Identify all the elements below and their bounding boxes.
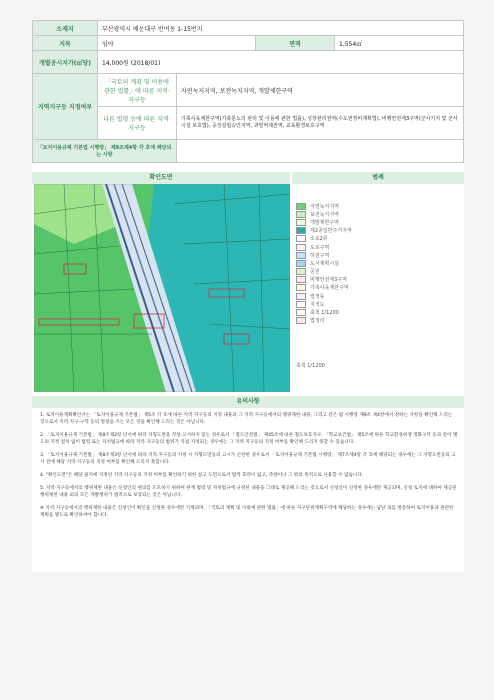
- zoning-row-1: [33, 74, 464, 107]
- legend-item: 보전녹지지역: [296, 210, 460, 218]
- category-label: 지목: [33, 36, 98, 51]
- note-paragraph: 3. 「토지이용규제 기본법」 제8조제3항 단서에 따라 지역·지구등의 지정 시 지형도면등의 고시가 곤란한 경우로서 「토지이용규제 기본법 시행령」 제7조제4항 각 호에 해당되는 경우에는 그 지형도면등의 고시 전에 해당 지역·지구등의 지정 여부를 확인해 드리지 못합니다.: [40, 453, 456, 465]
- area-value: 1,554㎡: [335, 36, 464, 51]
- legend-item: 자연녹지지역: [296, 202, 460, 210]
- legend-item: 도시계획시설: [296, 259, 460, 267]
- note-paragraph: 4. "확인도면"은 해당 필지에 지정된 지역·지구등의 지정 여부를 확인하기 위한 참고 도면으로서 법적 효력이 없고, 측량이나 그 밖의 목적으로 사용할 수 없습니다.: [40, 473, 364, 478]
- price-label: 개별공시지가(㎡당): [33, 51, 98, 74]
- legend-item: 법정리: [296, 317, 460, 325]
- legend-header: 범례: [292, 172, 464, 184]
- category-row: [33, 36, 464, 51]
- area-label: 면적: [256, 36, 335, 51]
- category-value: 임야: [98, 36, 256, 51]
- zoning-sub2-label: 다른 법령 등에 따른 지역·지구등: [98, 107, 177, 140]
- note-paragraph: 1. 토지이용계획확인서는 「토지이용규제 기본법」 제5조 각 호에 따른 지역·지구등의 지정 내용과 그 지역·지구등에서의 행위제한 내용, 그리고 같은 법 시행령 제9조 제4항에서 정하는 사항을 확인해 드리는 것으로서 지역·지구·구역 등의 명칭을 쓰는 모든 것을 확인해 드리는 것은 아닙니다.: [40, 413, 453, 425]
- legend-item: 공원: [296, 268, 460, 276]
- legend-item: 제2종일반주거지역: [296, 227, 460, 235]
- address-label: 소재지: [33, 21, 98, 36]
- zoning-sub2-value: 가축사육제한구역(가축분뇨의 관리 및 이용에 관한 법률), 성장관리권역(수도권정비계획법), 비행안전제3구역(군사기지 및 군사시설 보호법), 공장설립승인지역, 과밀억제권역, 교육환경보호구역: [177, 107, 464, 140]
- confirmation-map: [34, 184, 290, 392]
- note-paragraph: 2. 「토지이용규제 기본법」 제8조제2항 단서에 따라 지형도면을 작성·고시하지 않는 경우로서 「철도안전법」 제45조에 따른 철도보호지구, 「학교보건법」 제5조에 따른 학교환경위생 정화구역 등과 같이 별도의 지정 절차 없이 법령 또는 자치법규에 따라 지역·지구등의 범위가 직접 지정되는 경우에는 그 지역·지구등의 지정 여부를 확인해 드리지 못할 수 있습니다.: [40, 433, 458, 445]
- address-value: 부산광역시 해운대구 반여동 1-15번지: [98, 21, 464, 36]
- legend-item: 하천구역: [296, 251, 460, 259]
- legend-item: 소로2류: [296, 235, 460, 243]
- zoning-row-2: [33, 107, 464, 140]
- price-row: [33, 51, 464, 74]
- legend-item: 지적도: [296, 300, 460, 308]
- legend-item: 비행안전제3구역: [296, 276, 460, 284]
- notes-header: 유의사항: [32, 396, 464, 408]
- legend-item: 법정동: [296, 292, 460, 300]
- legend-item: 축척 1/1200: [296, 308, 460, 316]
- price-value: 14,000원 (2018/01): [98, 51, 464, 74]
- address-row: [33, 21, 464, 36]
- enforcement-value: [177, 140, 464, 163]
- zoning-side-label: 지역지구등 지정여부: [33, 74, 98, 140]
- map-section: [32, 172, 464, 396]
- note-paragraph: ※ 지역·지구등에서의 행위제한 내용은 신청인이 확인을 신청한 경우에만 기재되며, 「국토의 계획 및 이용에 관한 법률」에 따른 지구단위계획구역에 해당하는 경우에는 담당 과를 방문하여 토지이용과 관련한 계획을 별도로 확인하셔야 합니다.: [40, 506, 454, 518]
- zoning-sub1-label: 「국토의 계획 및 이용에 관한 법률」에 따른 지역·지구등: [98, 74, 177, 107]
- legend-item: 개발제한구역: [296, 218, 460, 226]
- land-use-form: [32, 20, 464, 163]
- notes-section: [32, 396, 464, 525]
- zoning-sub1-value: 자연녹지지역, 보전녹지지역, 개발제한구역: [177, 74, 464, 107]
- enforcement-label: 「토지이용규제 기본법 시행령」 제9조제4항 각 호에 해당되는 사항: [33, 140, 177, 163]
- map-header: 확인도면: [32, 172, 290, 184]
- enforcement-row: [33, 140, 464, 163]
- map-legend: [296, 202, 460, 325]
- map-scale: 축척 1/1200: [296, 363, 325, 369]
- note-paragraph: 5. 지역·지구등에서의 행위제한 내용은 신청인의 편의를 도모하기 위하여 관계 법령 및 자치법규에 규정된 내용을 그대로 제공해 드리는 것으로서 신청인이 신청한 경우에만 제공되며, 신청 토지에 대하여 제공된 행위제한 내용 외의 모든 개발행위가 법적으로 보장되는 것은 아닙니다.: [40, 486, 457, 498]
- legend-item: 도로구역: [296, 243, 460, 251]
- legend-item: 가축사육제한구역: [296, 284, 460, 292]
